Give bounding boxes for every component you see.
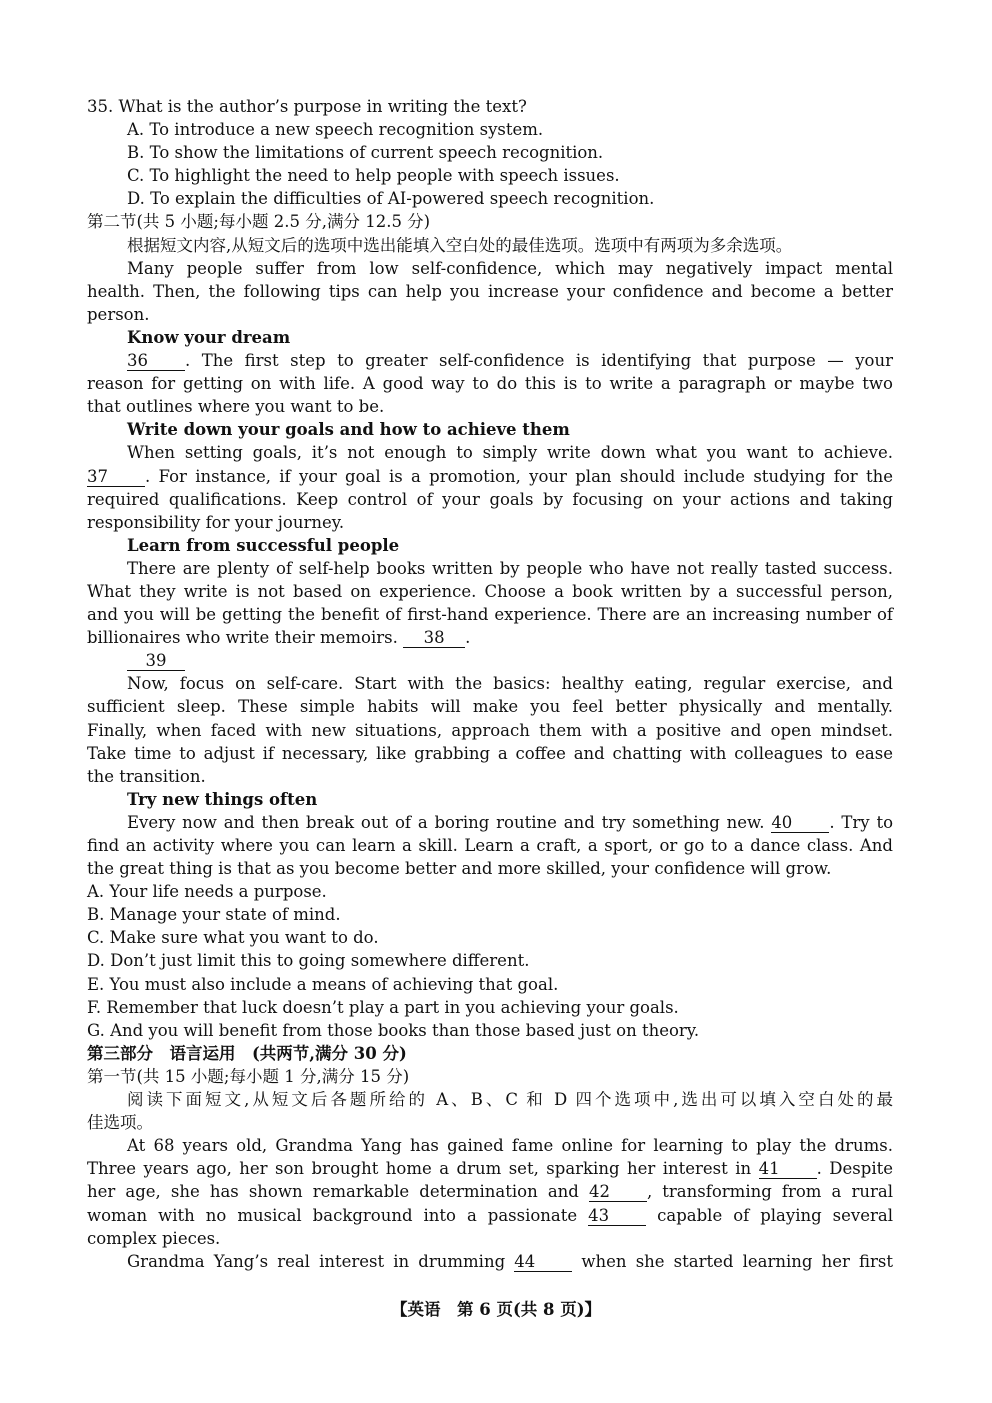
cloze-line: her age, she has shown remarkable determination and 42 , transforming from a rural <box>87 1182 893 1202</box>
paragraph-line: billionaires who write their memoirs. 38 . <box>87 628 471 648</box>
intro-line: health. Then, the following tips can help you increase your confidence and become a better <box>87 281 893 301</box>
q35-option-a: A. To introduce a new speech recognition system. <box>127 120 544 140</box>
intro-line: person. <box>87 304 150 324</box>
paragraph-line: 37 . For instance, if your goal is a promotion, your plan should include studying for the <box>87 466 893 486</box>
paragraph-line: There are plenty of self-help books written by people who have not really tasted success. <box>127 558 893 578</box>
paragraph-line: find an activity where you can learn a skill. Learn a craft, a sport, or go to a dance class. And <box>87 836 893 855</box>
paragraph-line: Now, focus on self-care. Start with the basics: healthy eating, regular exercise, and <box>127 674 893 694</box>
cloze-line: Three years ago, her son brought home a drum set, sparking her interest in 41 . Despite <box>87 1159 893 1179</box>
blank-43[interactable]: 43 <box>588 1207 646 1226</box>
blank-36[interactable]: 36 <box>127 352 185 371</box>
answer-option: B. Manage your state of mind. <box>87 905 341 925</box>
paragraph-line: Finally, when faced with new situations, approach them with a positive and open mindset. <box>87 720 893 740</box>
answer-option: C. Make sure what you want to do. <box>87 928 379 948</box>
heading-learn-from-successful: Learn from successful people <box>127 535 400 555</box>
cloze-line: complex pieces. <box>87 1228 221 1248</box>
heading-know-your-dream: Know your dream <box>127 327 291 347</box>
section2-header: 第二节(共 5 小题;每小题 2.5 分,满分 12.5 分) <box>87 212 431 232</box>
q35-option-b: B. To show the limitations of current speech recognition. <box>127 143 604 163</box>
answer-option: F. Remember that luck doesn’t play a part in you achieving your goals. <box>87 997 679 1017</box>
answer-option: A. Your life needs a purpose. <box>87 882 327 902</box>
cloze-line: At 68 years old, Grandma Yang has gained fame online for learning to play the drums. <box>127 1136 893 1156</box>
answer-option: D. Don’t just limit this to going somewhere different. <box>87 951 530 971</box>
paragraph-line: the great thing is that as you become better and more skilled, your confidence will grow. <box>87 859 832 879</box>
blank-37[interactable]: 37 <box>87 468 145 487</box>
paragraph-line: Take time to adjust if necessary, like grabbing a coffee and chatting with colleagues to ease <box>87 743 893 763</box>
paragraph-line: sufficient sleep. These simple habits will make you feel better physically and mentally. <box>87 697 893 717</box>
paragraph-line: responsibility for your journey. <box>87 512 345 532</box>
blank-40[interactable]: 40 <box>771 814 829 833</box>
blank-38[interactable]: 38 <box>403 629 465 648</box>
paragraph-line: 36 . The first step to greater self-confidence is identifying that purpose — your <box>127 351 893 371</box>
answer-option: G. And you will benefit from those books than those based just on theory. <box>87 1020 700 1040</box>
page-content <box>87 95 893 1273</box>
part3-section1-header: 第一节(共 15 小题;每小题 1 分,满分 15 分) <box>87 1066 410 1086</box>
blank-39[interactable]: 39 <box>127 652 185 671</box>
paragraph-line: reason for getting on with life. A good way to do this is to write a paragraph or maybe two <box>87 374 893 394</box>
cloze-line: Grandma Yang’s real interest in drumming 44 when she started learning her first <box>127 1251 893 1271</box>
paragraph-line <box>87 649 893 672</box>
part3-instruction: 佳选项。 <box>87 1113 153 1133</box>
paragraph-line: required qualifications. Keep control of your goals by focusing on your actions and taking <box>87 489 893 509</box>
paragraph-line: the transition. <box>87 766 206 786</box>
paragraph-line: What they write is not based on experience. Choose a book written by a successful person, <box>87 581 893 601</box>
part3-instruction: 阅读下面短文,从短文后各题所给的 A、B、C 和 D 四个选项中,选出可以填入空白处的最 <box>127 1090 893 1110</box>
paragraph-line: When setting goals, it’s not enough to simply write down what you want to achieve. <box>127 443 893 463</box>
q35-stem: 35. What is the author’s purpose in writing the text? <box>87 97 527 116</box>
q35-option-d: D. To explain the difficulties of AI-powered speech recognition. <box>127 189 655 209</box>
q35-option-c: C. To highlight the need to help people with speech issues. <box>127 166 620 186</box>
paragraph-line: that outlines where you want to be. <box>87 397 385 417</box>
blank-44[interactable]: 44 <box>514 1253 572 1272</box>
cloze-line: woman with no musical background into a passionate 43 capable of playing several <box>87 1205 893 1225</box>
page-footer: 【英语 第 6 页(共 8 页)】 <box>390 1300 602 1319</box>
heading-try-new-things: Try new things often <box>127 789 318 809</box>
paragraph-line: Every now and then break out of a boring routine and try something new. 40 . Try to <box>127 812 894 832</box>
intro-line: Many people suffer from low self-confidence, which may negatively impact mental <box>127 258 893 278</box>
paragraph-line: and you will be getting the benefit of first-hand experience. There are an increasing number of <box>87 605 893 625</box>
heading-write-down-goals: Write down your goals and how to achieve them <box>127 420 570 440</box>
blank-42[interactable]: 42 <box>589 1183 647 1202</box>
answer-option: E. You must also include a means of achieving that goal. <box>87 974 559 994</box>
blank-41[interactable]: 41 <box>759 1160 817 1179</box>
part3-header: 第三部分 语言运用 (共两节,满分 30 分) <box>87 1043 407 1063</box>
section2-instruction: 根据短文内容,从短文后的选项中选出能填入空白处的最佳选项。选项中有两项为多余选项。 <box>127 235 793 255</box>
